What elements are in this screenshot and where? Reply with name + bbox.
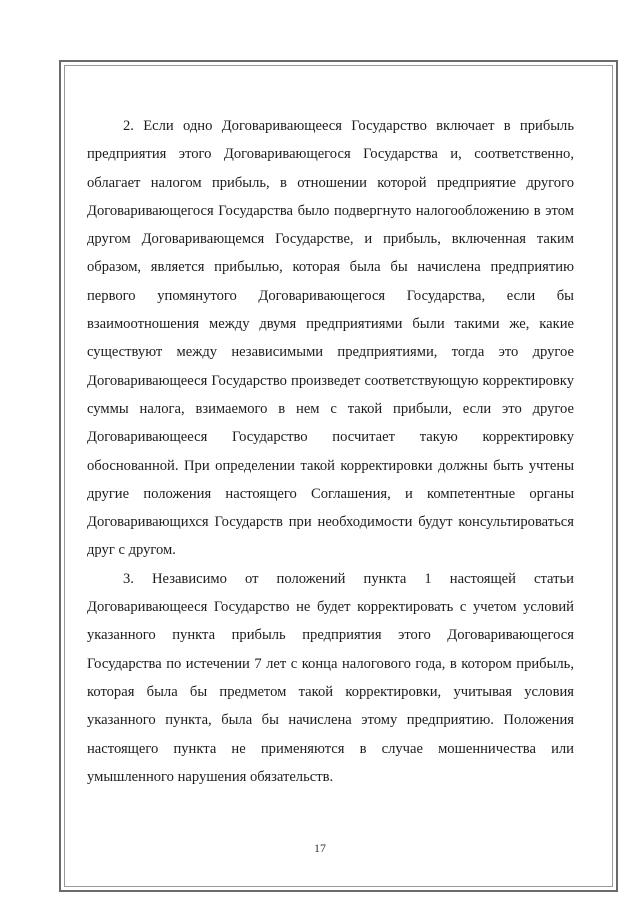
paragraph-2: 2. Если одно Договаривающееся Государство включает в прибыль предприятия этого Договаривающегося Государства и, соответственно, облагает налогом прибыль, в отношении которой предприятие другого Договаривающегося Государства было подвергнуто налогообложению в этом другом Договаривающемся Государстве, и прибыль, включенная таким образом, является прибылью, которая была бы начислена предприятию первого упомянутого Договаривающегося Государства, если бы взаимоотношения между двумя предприятиями были такими же, какие существуют между независимыми предприятиями, тогда это другое Договаривающееся Государство произведет соответствующую корректировку суммы налога, взимаемого в нем с такой прибыли, если это другое Договаривающееся Государство посчитает такую корректировку обоснованной. При определении такой корректировки должны быть учтены другие положения настоящего Соглашения, и компетентные органы Договаривающихся Государств при необходимости будут консультироваться друг с другом. [87,118,574,559]
paragraph-3: 3. Независимо от положений пункта 1 настоящей статьи Договаривающееся Государство не будет корректировать с учетом условий указанного пункта прибыль предприятия этого Договаривающегося Государства по истечении 7 лет с конца налогового года, в котором прибыль, которая была бы предметом такой корректировки, учитывая условия указанного пункта, была бы начислена этому предприятию. Положения настоящего пункта не применяются в случае мошенничества или умышленного нарушения обязательств. [87,570,574,785]
document-body [87,112,574,791]
page-number: 17 [314,841,326,855]
